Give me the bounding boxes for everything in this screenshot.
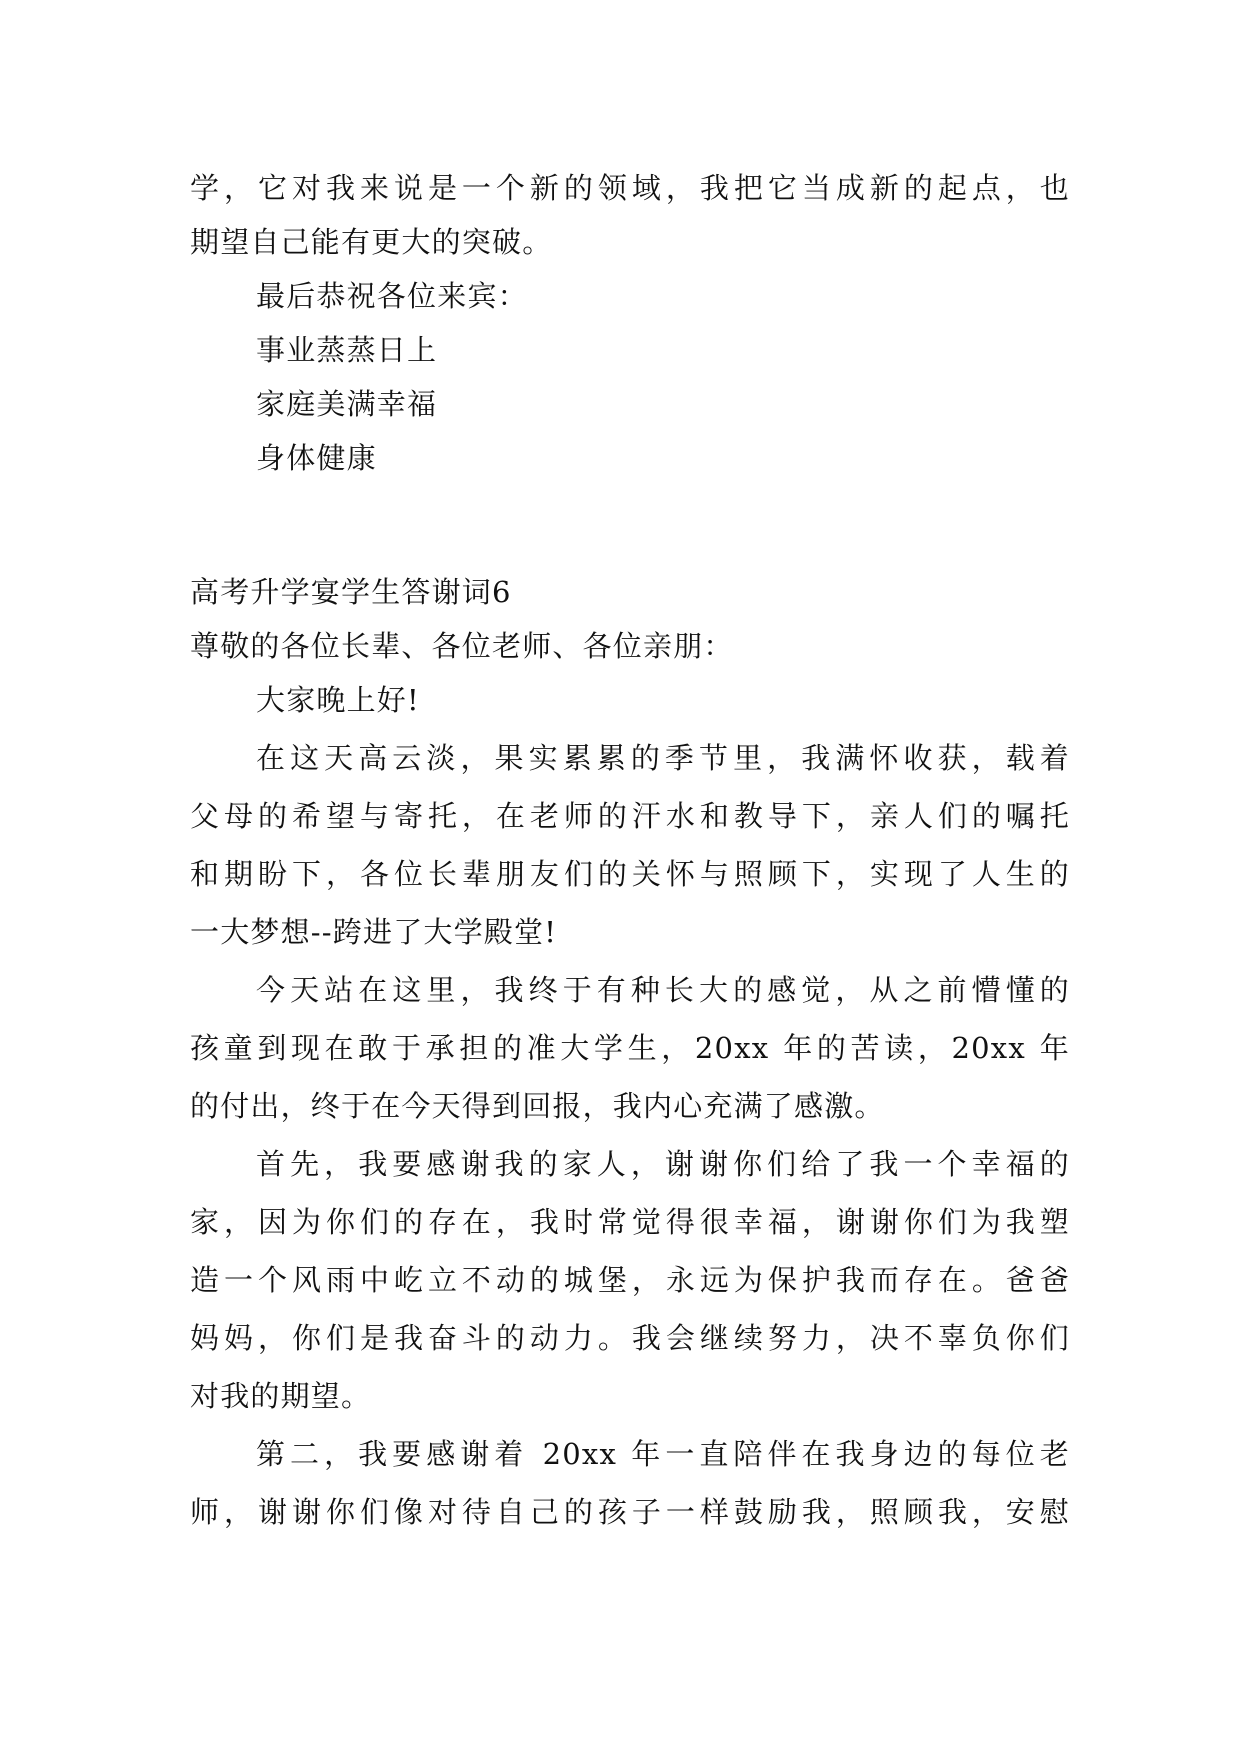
text-line: 家，因为你们的存在，我时常觉得很幸福，谢谢你们为我塑 xyxy=(190,1205,1070,1239)
salutation: 尊敬的各位长辈、各位老师、各位亲朋： xyxy=(190,629,734,663)
text-line: 造一个风雨中屹立不动的城堡，永远为保护我而存在。爸爸 xyxy=(190,1263,1070,1297)
text-line: 的付出，终于在今天得到回报，我内心充满了感激。 xyxy=(190,1089,885,1123)
text-line: 一大梦想--跨进了大学殿堂! xyxy=(190,915,558,949)
text-line: 第二，我要感谢着 20xx 年一直陪伴在我身边的每位老 xyxy=(256,1437,1070,1471)
text-line: 最后恭祝各位来宾： xyxy=(256,279,528,313)
text-line: 大家晚上好! xyxy=(256,683,420,717)
text-line: 今天站在这里，我终于有种长大的感觉，从之前懵懂的 xyxy=(256,973,1070,1007)
text-line: 师，谢谢你们像对待自己的孩子一样鼓励我，照顾我，安慰 xyxy=(190,1495,1070,1529)
text-line: 期望自己能有更大的突破。 xyxy=(190,225,553,259)
text-line: 身体健康 xyxy=(256,441,377,475)
text-line: 首先，我要感谢我的家人，谢谢你们给了我一个幸福的 xyxy=(256,1147,1070,1181)
text-line: 家庭美满幸福 xyxy=(256,387,438,421)
text-line: 父母的希望与寄托，在老师的汗水和教导下，亲人们的嘱托 xyxy=(190,799,1070,833)
text-line: 事业蒸蒸日上 xyxy=(256,333,438,367)
text-line: 和期盼下，各位长辈朋友们的关怀与照顾下，实现了人生的 xyxy=(190,857,1070,891)
text-line: 孩童到现在敢于承担的准大学生，20xx 年的苦读，20xx 年 xyxy=(190,1031,1070,1065)
text-line: 对我的期望。 xyxy=(190,1379,372,1413)
text-line: 妈妈，你们是我奋斗的动力。我会继续努力，决不辜负你们 xyxy=(190,1321,1070,1355)
text-line: 在这天高云淡，果实累累的季节里，我满怀收获，载着 xyxy=(256,741,1070,775)
text-line: 学，它对我来说是一个新的领域，我把它当成新的起点，也 xyxy=(190,171,1070,205)
section-title: 高考升学宴学生答谢词6 xyxy=(190,575,512,609)
